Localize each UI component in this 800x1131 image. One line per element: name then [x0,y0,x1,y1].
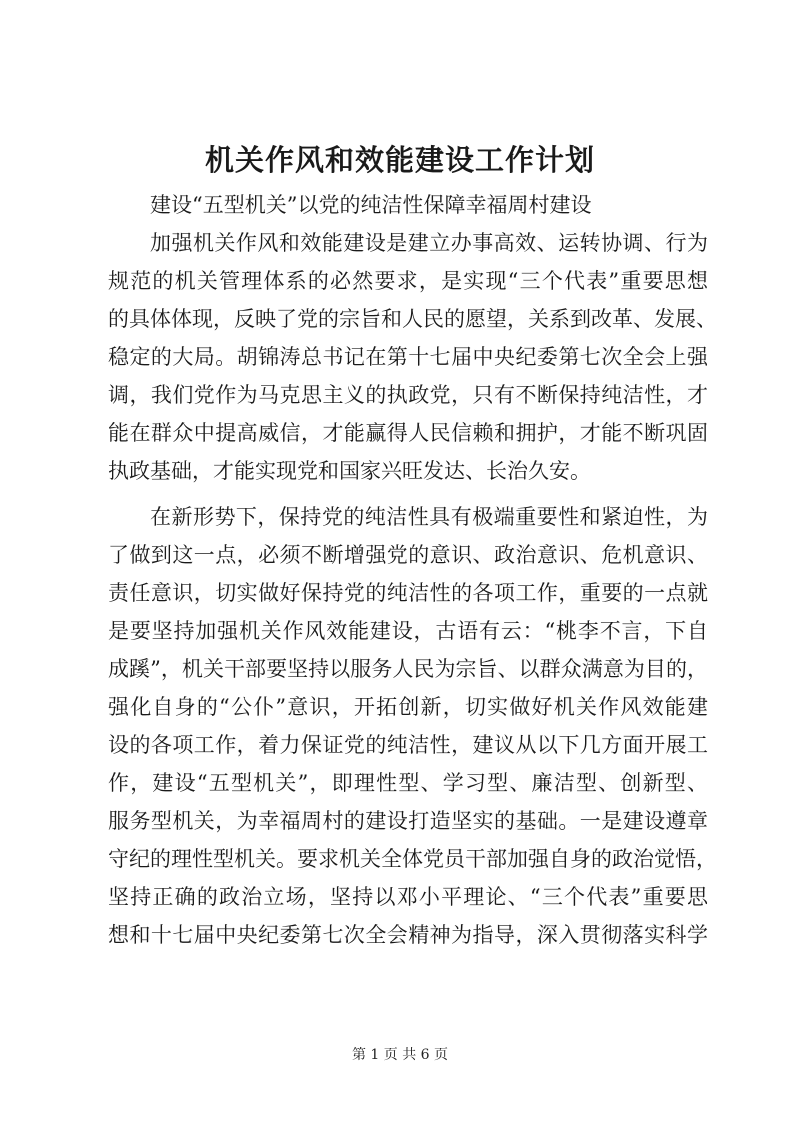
paragraph-line: 调，我们党作为马克思主义的执政党，只有不断保持纯洁性，才 [108,383,708,407]
paragraph-line: 稳定的大局。胡锦涛总书记在第十七届中央纪委第七次全会上强 [108,345,708,369]
document-body [108,186,717,954]
paragraph-line: 加强机关作风和效能建设是建立办事高效、运转协调、行为 [150,231,708,255]
paragraph-line: 能在群众中提高威信，才能赢得人民信赖和拥护，才能不断巩固 [108,421,708,445]
paragraph-line: 服务型机关，为幸福周村的建设打造坚实的基础。一是建设遵章 [108,809,708,833]
paragraph-gap [108,490,708,498]
document-title: 机关作风和效能建设工作计划 [204,143,595,177]
paragraph-line: 想和十七届中央纪委第七次全会精神为指导，深入贯彻落实科学 [108,923,708,947]
paragraph-line: 了做到这一点，必须不断增强党的意识、政治意识、危机意识、 [108,543,708,567]
paragraph-line: 是要坚持加强机关作风效能建设，古语有云：“桃李不言，下自 [108,619,708,643]
paragraph-line: 坚持正确的政治立场，坚持以邓小平理论、“三个代表”重要思 [108,885,708,909]
paragraph-1 [108,224,717,490]
paragraph-line: 守纪的理性型机关。要求机关全体党员干部加强自身的政治觉悟， [108,847,717,871]
paragraph-line: 强化自身的“公仆”意识，开拓创新，切实做好机关作风效能建 [108,695,708,719]
page-footer: 第 1 页 共 6 页 [351,1047,449,1063]
paragraph-2 [108,498,717,954]
document-subtitle: 建设“五型机关”以党的纯洁性保障幸福周村建设 [150,193,592,217]
paragraph-line: 设的各项工作，着力保证党的纯洁性，建议从以下几方面开展工 [108,733,708,757]
paragraph-line: 在新形势下，保持党的纯洁性具有极端重要性和紧迫性，为 [150,505,708,529]
paragraph-line: 作，建设“五型机关”，即理性型、学习型、廉洁型、创新型、 [108,771,708,795]
paragraph-line: 执政基础，才能实现党和国家兴旺发达、长治久安。 [108,459,591,483]
paragraph-line: 成蹊”，机关干部要坚持以服务人民为宗旨、以群众满意为目的， [108,657,708,681]
paragraph-line: 的具体体现，反映了党的宗旨和人民的愿望，关系到改革、发展、 [108,307,717,331]
paragraph-line: 责任意识，切实做好保持党的纯洁性的各项工作，重要的一点就 [108,581,708,605]
paragraph-line: 规范的机关管理体系的必然要求，是实现“三个代表”重要思想 [108,269,708,293]
